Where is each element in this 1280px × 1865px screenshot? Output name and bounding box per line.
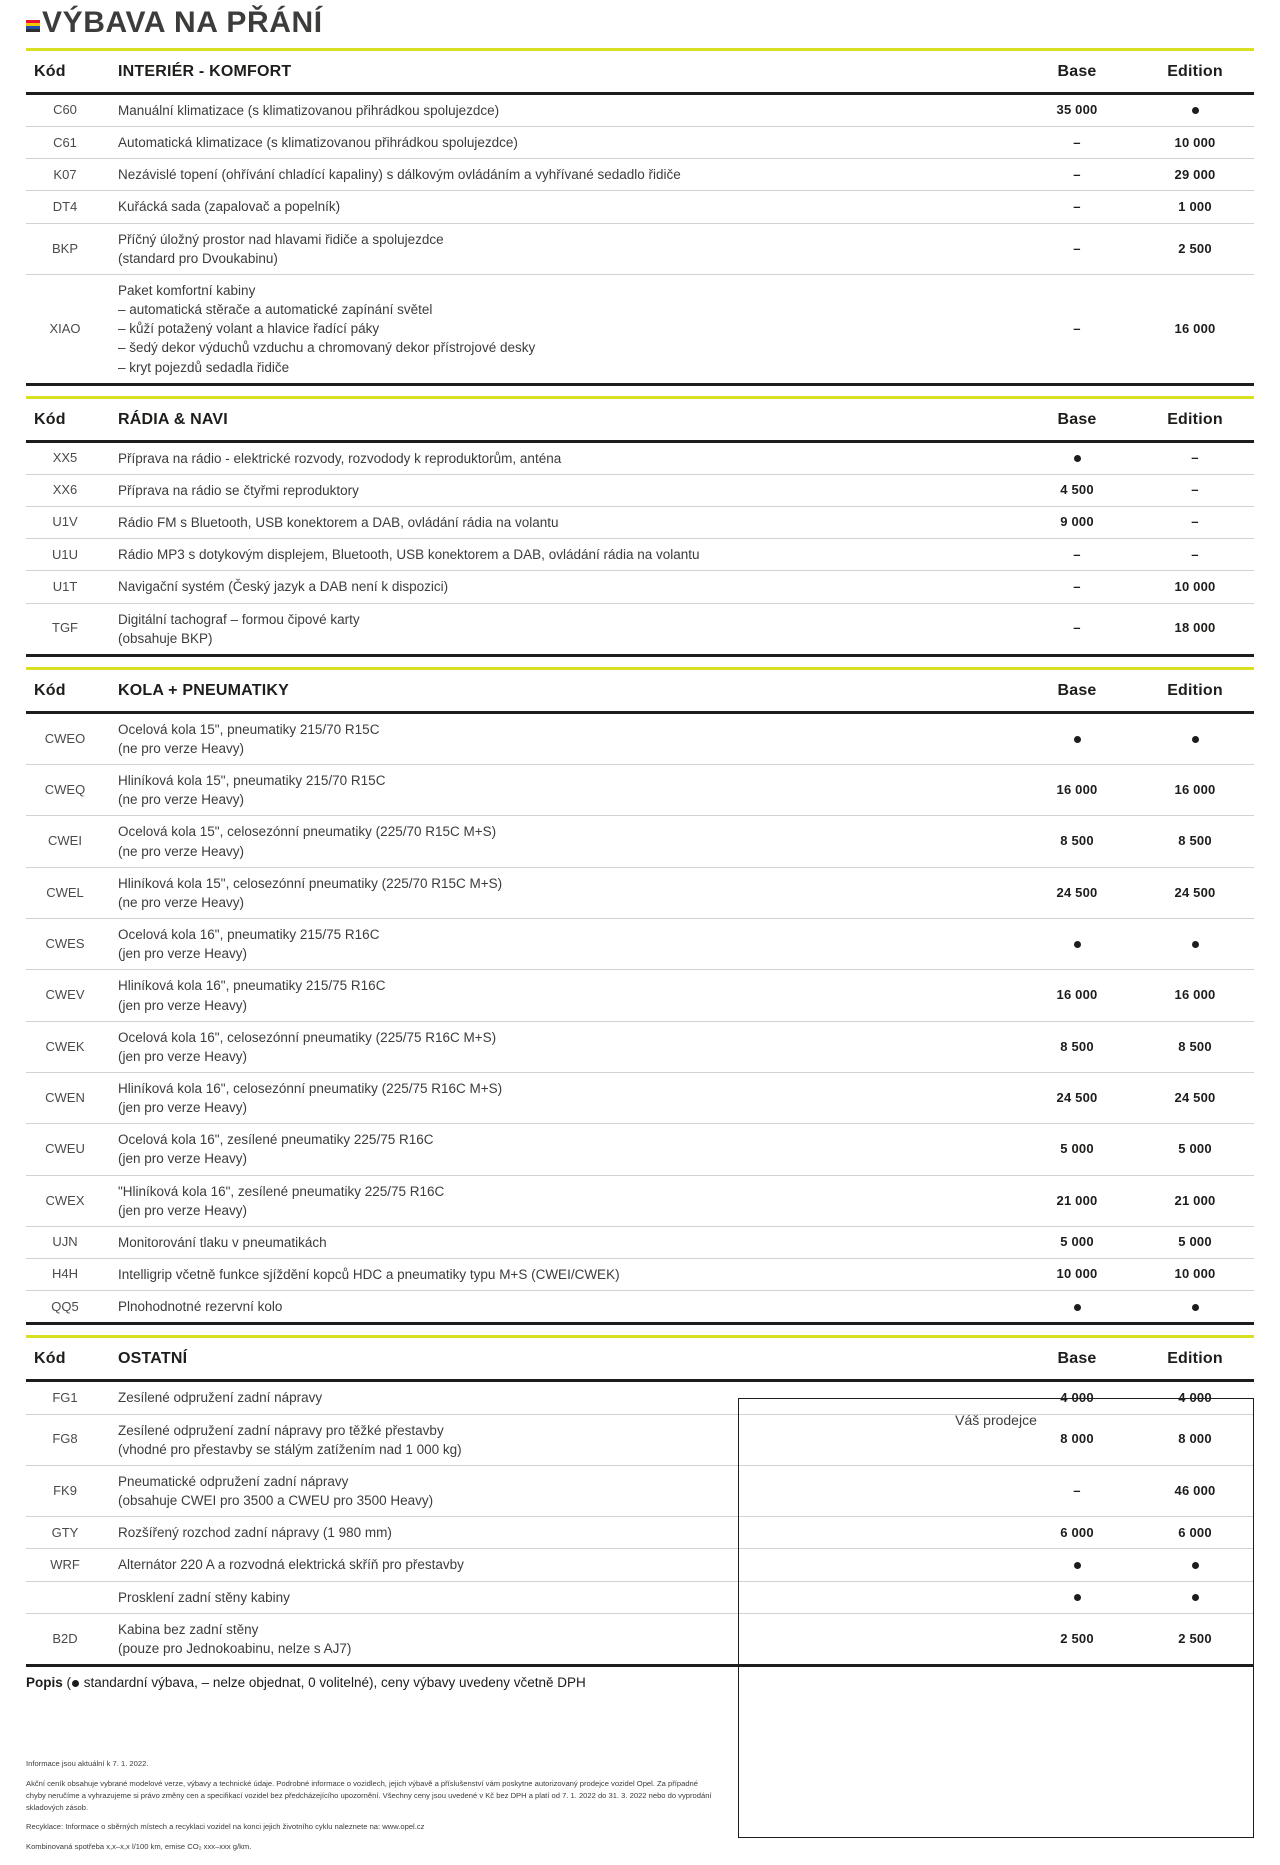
- description-line: Alternátor 220 A a rozvodná elektrická skříň pro přestavby: [118, 1557, 464, 1573]
- description-line: Zesílené odpružení zadní nápravy pro těžké přestavby: [118, 1422, 444, 1438]
- option-code: K07: [26, 159, 100, 191]
- price-edition: [1136, 919, 1254, 970]
- standard-equipment-dot-icon: [1192, 736, 1199, 743]
- price-base: 4 500: [1018, 474, 1136, 506]
- description-line: Příprava na rádio se čtyřmi reproduktory: [118, 482, 359, 498]
- footnote-paragraph: Akční ceník obsahuje vybrané modelové verze, výbavy a technické údaje. Podrobné informace o vozidlech, jejich výbavě a příslušenství vám poskytne autorizovaný prodejce vozidel Opel. Za případné chyby neručíme a vyhrazujeme si právo změny cen a specifikací vozidel bez předcházejícího upozornění. Všechny ceny jsou uvedené v Kč bez DPH a platí od 7. 1. 2022 do 31. 3. 2022 nebo do vyprodání skladových zásob.: [26, 1778, 712, 1813]
- price-base: 2 500: [1018, 1613, 1136, 1665]
- option-code: TGF: [26, 603, 100, 655]
- footnote-recycling: Recyklace: Informace o sběrných místech a recyklaci vozidel na konci jejich životního cyklu naleznete na: www.opel.cz: [26, 1822, 425, 1832]
- dealer-box-title: Váš prodejce: [955, 1412, 1037, 1428]
- legend-label: Popis: [26, 1674, 63, 1690]
- table-row: [26, 159, 1254, 191]
- table-row: [26, 571, 1254, 603]
- description-line: Monitorování tlaku v pneumatikách: [118, 1234, 327, 1250]
- table-row: [26, 191, 1254, 223]
- option-code: FG8: [26, 1414, 100, 1465]
- option-code: H4H: [26, 1259, 100, 1291]
- price-edition: 10 000: [1136, 1259, 1254, 1291]
- option-description: [100, 571, 1018, 603]
- table-row: [26, 441, 1254, 474]
- price-base: –: [1018, 223, 1136, 274]
- price-edition: 8 500: [1136, 816, 1254, 867]
- opel-blitz-logo-icon: [26, 20, 40, 34]
- price-base: –: [1018, 127, 1136, 159]
- description-line: Ocelová kola 16", pneumatiky 215/75 R16C: [118, 927, 380, 943]
- description-detail-line: (ne pro verze Heavy): [118, 792, 245, 808]
- description-detail-line: – kryt pojezdů sedadla řidiče: [118, 359, 290, 375]
- table-row: [26, 970, 1254, 1021]
- description-line: Hliníková kola 15", pneumatiky 215/70 R15C: [118, 773, 386, 789]
- price-base: 6 000: [1018, 1517, 1136, 1549]
- price-edition: 8 500: [1136, 1021, 1254, 1072]
- table-row: [26, 1175, 1254, 1226]
- description-detail-line: (pouze pro Jednokoabinu, nelze s AJ7): [118, 1640, 352, 1656]
- description-line: Ocelová kola 16", zesílené pneumatiky 225/75 R16C: [118, 1132, 434, 1148]
- footnote-date: Informace jsou aktuální k 7. 1. 2022.: [26, 1759, 149, 1769]
- description-detail-line: (ne pro verze Heavy): [118, 740, 245, 756]
- column-header-base: Base: [1018, 399, 1136, 442]
- table-header-row: [26, 399, 1254, 442]
- table-row: [26, 712, 1254, 764]
- price-edition: 29 000: [1136, 159, 1254, 191]
- option-section: [26, 667, 1254, 1326]
- price-edition: 1 000: [1136, 191, 1254, 223]
- price-base: 5 000: [1018, 1226, 1136, 1258]
- option-code: DT4: [26, 191, 100, 223]
- description-detail-line: (jen pro verze Heavy): [118, 946, 248, 962]
- table-row: [26, 1259, 1254, 1291]
- table-row: [26, 127, 1254, 159]
- standard-equipment-dot-icon: [1074, 941, 1081, 948]
- option-code: [26, 1581, 100, 1613]
- description-line: Příčný úložný prostor nad hlavami řidiče a spolujezdce: [118, 231, 444, 247]
- description-detail-line: (jen pro verze Heavy): [118, 1151, 248, 1167]
- option-description: [100, 603, 1018, 655]
- options-table: [26, 51, 1254, 386]
- description-line: Prosklení zadní stěny kabiny: [118, 1589, 290, 1605]
- description-detail-line: (obsahuje BKP): [118, 630, 213, 646]
- description-detail-line: – automatická stěrače a automatické zapínání světel: [118, 302, 433, 318]
- column-header-edition: Edition: [1136, 670, 1254, 713]
- table-row: [26, 1291, 1254, 1324]
- price-base: –: [1018, 274, 1136, 384]
- price-edition: 6 000: [1136, 1517, 1254, 1549]
- table-row: [26, 816, 1254, 867]
- options-table: [26, 399, 1254, 657]
- price-base: 5 000: [1018, 1124, 1136, 1175]
- description-line: Kabina bez zadní stěny: [118, 1621, 259, 1637]
- table-row: [26, 539, 1254, 571]
- description-line: "Hliníková kola 16", zesílené pneumatiky 225/75 R16C: [118, 1183, 445, 1199]
- price-edition: 24 500: [1136, 1073, 1254, 1124]
- description-detail-line: – šedý dekor výduchů vzduchu a chromovaný dekor přístrojové desky: [118, 340, 536, 356]
- option-code: CWES: [26, 919, 100, 970]
- option-description: [100, 1226, 1018, 1258]
- option-description: [100, 1175, 1018, 1226]
- option-code: UJN: [26, 1226, 100, 1258]
- option-description: [100, 191, 1018, 223]
- description-line: Hliníková kola 16", celosezónní pneumatiky (225/75 R16C M+S): [118, 1081, 503, 1096]
- option-description: [100, 970, 1018, 1021]
- column-header-code: Kód: [26, 399, 100, 442]
- description-line: Zesílené odpružení zadní nápravy: [118, 1390, 323, 1406]
- price-edition: 5 000: [1136, 1124, 1254, 1175]
- column-header-code: Kód: [26, 51, 100, 94]
- price-base: 35 000: [1018, 94, 1136, 127]
- option-section: [26, 48, 1254, 386]
- price-base: –: [1018, 159, 1136, 191]
- option-description: [100, 159, 1018, 191]
- option-code: CWEK: [26, 1021, 100, 1072]
- option-description: [100, 274, 1018, 384]
- price-base: –: [1018, 571, 1136, 603]
- price-edition: 4 000: [1136, 1381, 1254, 1414]
- standard-equipment-dot-icon: [1074, 455, 1081, 462]
- price-base: [1018, 712, 1136, 764]
- price-base: [1018, 441, 1136, 474]
- option-code: CWEQ: [26, 765, 100, 816]
- price-edition: –: [1136, 507, 1254, 539]
- price-edition: 10 000: [1136, 127, 1254, 159]
- option-code: CWEI: [26, 816, 100, 867]
- option-section: [26, 396, 1254, 657]
- option-description: [100, 539, 1018, 571]
- description-line: Paket komfortní kabiny: [118, 282, 256, 298]
- table-row: [26, 507, 1254, 539]
- description-line: Plnohodnotné rezervní kolo: [118, 1299, 283, 1315]
- option-code: U1V: [26, 507, 100, 539]
- column-header-base: Base: [1018, 51, 1136, 94]
- option-code: CWEN: [26, 1073, 100, 1124]
- price-base: –: [1018, 539, 1136, 571]
- column-header-code: Kód: [26, 1338, 100, 1381]
- option-description: [100, 223, 1018, 274]
- table-header-row: [26, 51, 1254, 94]
- table-row: [26, 919, 1254, 970]
- price-base: –: [1018, 191, 1136, 223]
- option-code: C61: [26, 127, 100, 159]
- column-header-base: Base: [1018, 1338, 1136, 1381]
- description-line: Příprava na rádio - elektrické rozvody, rozvodody k reproduktorům, anténa: [118, 450, 562, 466]
- section-heading: INTERIÉR - KOMFORT: [100, 51, 1018, 94]
- price-base: 21 000: [1018, 1175, 1136, 1226]
- option-description: [100, 474, 1018, 506]
- description-detail-line: (standard pro Dvoukabinu): [118, 250, 278, 266]
- page-title-row: [26, 0, 1254, 38]
- description-line: Rádio FM s Bluetooth, USB konektorem a DAB, ovládání rádia na volantu: [118, 515, 559, 531]
- option-code: U1T: [26, 571, 100, 603]
- option-description: [100, 1291, 1018, 1324]
- table-row: [26, 1226, 1254, 1258]
- option-code: C60: [26, 94, 100, 127]
- price-base: –: [1018, 1465, 1136, 1516]
- footnotes: [26, 1758, 716, 1853]
- price-base: 16 000: [1018, 765, 1136, 816]
- price-edition: 8 000: [1136, 1414, 1254, 1465]
- price-edition: 16 000: [1136, 274, 1254, 384]
- price-base: 4 000: [1018, 1381, 1136, 1414]
- description-detail-line: (jen pro verze Heavy): [118, 1048, 248, 1064]
- column-header-edition: Edition: [1136, 51, 1254, 94]
- price-edition: 2 500: [1136, 223, 1254, 274]
- description-detail-line: (ne pro verze Heavy): [118, 843, 245, 859]
- table-row: [26, 867, 1254, 918]
- section-heading: RÁDIA & NAVI: [100, 399, 1018, 442]
- price-base: 10 000: [1018, 1259, 1136, 1291]
- description-line: Kuřácká sada (zapalovač a popelník): [118, 199, 341, 215]
- option-description: [100, 507, 1018, 539]
- option-description: [100, 127, 1018, 159]
- description-line: Hliníková kola 16", pneumatiky 215/75 R16C: [118, 978, 386, 994]
- description-line: Manuální klimatizace (s klimatizovanou přihrádkou spolujezdce): [118, 103, 500, 118]
- table-row: [26, 94, 1254, 127]
- option-code: WRF: [26, 1549, 100, 1581]
- price-base: [1018, 919, 1136, 970]
- option-code: GTY: [26, 1517, 100, 1549]
- description-detail-line: (jen pro verze Heavy): [118, 1100, 248, 1116]
- description-detail-line: (jen pro verze Heavy): [118, 997, 248, 1013]
- standard-equipment-dot-icon: [1074, 1304, 1081, 1311]
- option-code: QQ5: [26, 1291, 100, 1324]
- price-edition: –: [1136, 474, 1254, 506]
- price-edition: 16 000: [1136, 970, 1254, 1021]
- description-detail-line: (ne pro verze Heavy): [118, 894, 245, 910]
- description-line: Nezávislé topení (ohřívání chladící kapaliny) s dálkovým ovládáním a vyhřívané sedadlo řidiče: [118, 167, 681, 183]
- description-line: Pneumatické odpružení zadní nápravy: [118, 1473, 349, 1489]
- option-code: CWEX: [26, 1175, 100, 1226]
- options-table: [26, 670, 1254, 1326]
- section-heading: OSTATNÍ: [100, 1338, 1018, 1381]
- option-code: CWEV: [26, 970, 100, 1021]
- legend-text-before: (: [62, 1674, 72, 1690]
- option-code: XX5: [26, 441, 100, 474]
- option-description: [100, 1124, 1018, 1175]
- price-edition: [1136, 1291, 1254, 1324]
- legend-text-after: standardní výbava, – nelze objednat, 0 volitelné), ceny výbavy uvedeny včetně DPH: [80, 1674, 586, 1690]
- option-description: [100, 712, 1018, 764]
- option-code: CWEO: [26, 712, 100, 764]
- description-line: Rozšířený rozchod zadní nápravy (1 980 mm): [118, 1525, 392, 1541]
- table-header-row: [26, 670, 1254, 713]
- price-base: 8 000: [1018, 1414, 1136, 1465]
- description-detail-line: (jen pro verze Heavy): [118, 1202, 248, 1218]
- footnote-consumption: Kombinovaná spotřeba x,x–x,x l/100 km, emise CO₂ xxx–xxx g/km.: [26, 1841, 252, 1851]
- price-base: 9 000: [1018, 507, 1136, 539]
- table-row: [26, 1021, 1254, 1072]
- table-row: [26, 274, 1254, 384]
- option-code: BKP: [26, 223, 100, 274]
- table-header-row: [26, 1338, 1254, 1381]
- column-header-edition: Edition: [1136, 399, 1254, 442]
- standard-equipment-dot-icon: [1192, 107, 1199, 114]
- description-line: Rádio MP3 s dotykovým displejem, Bluetooth, USB konektorem a DAB, ovládání rádia na volantu: [118, 547, 700, 563]
- price-base: [1018, 1291, 1136, 1324]
- option-description: [100, 765, 1018, 816]
- price-edition: [1136, 712, 1254, 764]
- page-title: VÝBAVA NA PŘÁNÍ: [42, 6, 323, 39]
- option-code: XX6: [26, 474, 100, 506]
- option-code: CWEU: [26, 1124, 100, 1175]
- description-line: Hliníková kola 15", celosezónní pneumatiky (225/70 R15C M+S): [118, 875, 503, 891]
- standard-equipment-dot-icon: [1192, 941, 1199, 948]
- description-line: Ocelová kola 16", celosezónní pneumatiky (225/75 R16C M+S): [118, 1029, 497, 1045]
- table-row: [26, 474, 1254, 506]
- description-line: Intelligrip včetně funkce sjíždění kopců HDC a pneumatiky typu M+S (CWEI/CWEK): [118, 1267, 620, 1283]
- price-edition: 24 500: [1136, 867, 1254, 918]
- column-header-base: Base: [1018, 670, 1136, 713]
- price-base: 8 500: [1018, 1021, 1136, 1072]
- column-header-edition: Edition: [1136, 1338, 1254, 1381]
- description-line: Automatická klimatizace (s klimatizovanou přihrádkou spolujezdce): [118, 135, 518, 151]
- option-description: [100, 867, 1018, 918]
- price-base: 24 500: [1018, 1073, 1136, 1124]
- column-header-code: Kód: [26, 670, 100, 713]
- price-base: 16 000: [1018, 970, 1136, 1021]
- table-row: [26, 1073, 1254, 1124]
- option-code: XIAO: [26, 274, 100, 384]
- description-line: Ocelová kola 15", pneumatiky 215/70 R15C: [118, 721, 380, 737]
- option-code: FG1: [26, 1381, 100, 1414]
- price-edition: 5 000: [1136, 1226, 1254, 1258]
- price-base: 24 500: [1018, 867, 1136, 918]
- option-description: [100, 919, 1018, 970]
- table-row: [26, 223, 1254, 274]
- price-edition: 18 000: [1136, 603, 1254, 655]
- description-detail-line: (vhodné pro přestavby se stálým zatížením nad 1 000 kg): [118, 1441, 462, 1457]
- description-line: Digitální tachograf – formou čipové karty: [118, 611, 360, 627]
- price-edition: 21 000: [1136, 1175, 1254, 1226]
- price-edition: –: [1136, 441, 1254, 474]
- option-description: [100, 1021, 1018, 1072]
- price-edition: 2 500: [1136, 1613, 1254, 1665]
- standard-dot-icon: [72, 1680, 79, 1687]
- option-code: U1U: [26, 539, 100, 571]
- option-code: FK9: [26, 1465, 100, 1516]
- description-line: Ocelová kola 15", celosezónní pneumatiky (225/70 R15C M+S): [118, 824, 497, 840]
- option-description: [100, 1073, 1018, 1124]
- price-edition: [1136, 94, 1254, 127]
- price-edition: 16 000: [1136, 765, 1254, 816]
- description-detail-line: (obsahuje CWEI pro 3500 a CWEU pro 3500 Heavy): [118, 1493, 434, 1509]
- dealer-stamp-box: [738, 1398, 1254, 1838]
- standard-equipment-dot-icon: [1192, 1304, 1199, 1311]
- price-edition: 46 000: [1136, 1465, 1254, 1516]
- option-code: B2D: [26, 1613, 100, 1665]
- description-detail-line: – kůží potažený volant a hlavice řadící páky: [118, 321, 380, 337]
- table-row: [26, 603, 1254, 655]
- price-base: 8 500: [1018, 816, 1136, 867]
- standard-equipment-dot-icon: [1074, 736, 1081, 743]
- table-row: [26, 765, 1254, 816]
- option-code: CWEL: [26, 867, 100, 918]
- price-edition: 10 000: [1136, 571, 1254, 603]
- section-heading: KOLA + PNEUMATIKY: [100, 670, 1018, 713]
- option-description: [100, 94, 1018, 127]
- description-line: Navigační systém (Český jazyk a DAB není k dispozici): [118, 579, 449, 595]
- option-description: [100, 441, 1018, 474]
- table-row: [26, 1124, 1254, 1175]
- option-description: [100, 816, 1018, 867]
- price-edition: –: [1136, 539, 1254, 571]
- option-description: [100, 1259, 1018, 1291]
- price-base: –: [1018, 603, 1136, 655]
